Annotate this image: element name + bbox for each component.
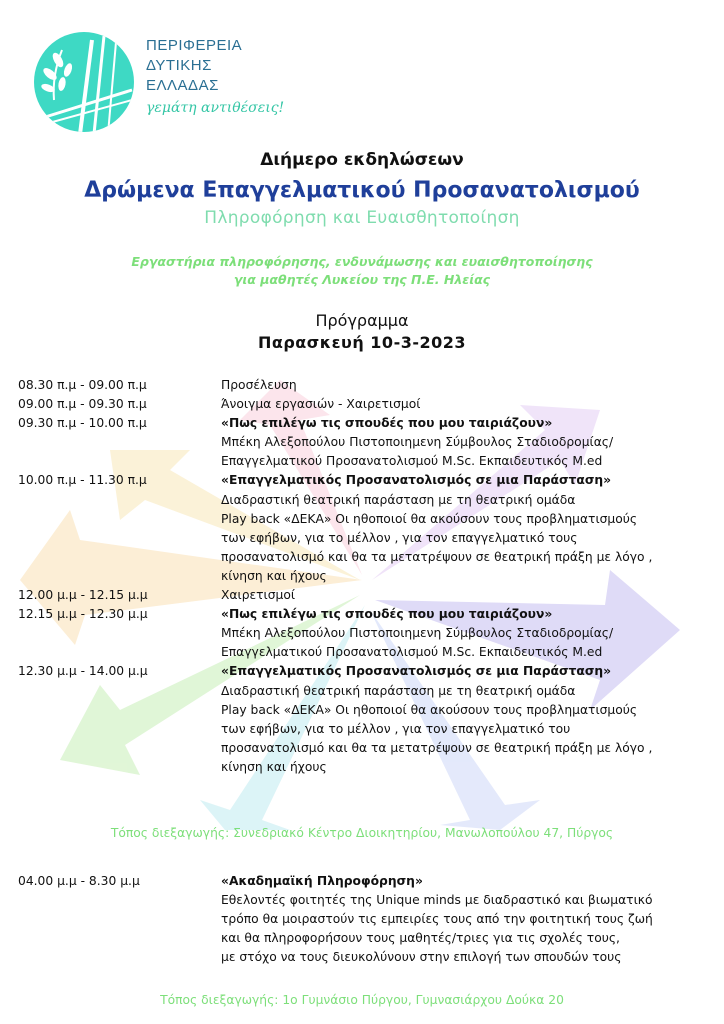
schedule-description [221, 414, 708, 471]
program-date: Παρασκευή 10-3-2023 [257, 333, 467, 352]
schedule-description [221, 376, 708, 395]
session-title: «Πως επιλέγω τις σπουδές που μου ταιριάζουν» [221, 416, 553, 431]
schedule-description [221, 605, 708, 662]
schedule-row [18, 471, 708, 586]
schedule-description [221, 395, 708, 414]
session-title: «Πως επιλέγω τις σπουδές που μου ταιριάζουν» [221, 607, 553, 622]
schedule-line: τρόπο θα μοιραστούν τις εμπειρίες τους από την φοιτητική τους ζωή [221, 912, 653, 927]
schedule-description [221, 471, 708, 586]
description-line: για μαθητές Λυκείου της Π.Ε. Ηλείας [233, 272, 491, 287]
event-subtitle: Πληροφόρηση και Ευαισθητοποίηση [204, 208, 520, 228]
brand-line: ΔΥΤΙΚΗΣ [146, 57, 212, 74]
schedule-list-afternoon [18, 872, 708, 967]
brand-line: ΕΛΛΑΔΑΣ [146, 77, 219, 94]
program-heading: Πρόγραμμα [315, 311, 409, 330]
schedule-line: Μπέκη Αλεξοπούλου Πιστοποιημενη Σύμβουλος Σταδιοδρομίας/ [221, 626, 614, 641]
region-brand [146, 36, 284, 118]
schedule-row [18, 586, 708, 605]
schedule-line: των εφήβων, για το μέλλον , για τον επαγγελματικό του [221, 721, 571, 736]
venue-afternoon: Τόπος διεξαγωγής: 1ο Γυμνάσιο Πύργου, Γυμνασιάρχου Δούκα 20 [160, 993, 564, 1007]
schedule-line: κίνηση και ήχους [221, 568, 327, 583]
schedule-time: 08.30 π.μ - 09.00 π.μ [18, 378, 147, 392]
brand-slogan: γεμάτη αντιθέσεις! [146, 100, 285, 116]
schedule-line: κίνηση και ήχους [221, 759, 327, 774]
session-title: «Ακαδημαϊκή Πληροφόρηση» [221, 874, 423, 888]
schedule-line: Επαγγελματικού Προσανατολισμού M.Sc. Εκπαιδευτικός M.ed [221, 645, 603, 660]
schedule-row [18, 662, 708, 777]
schedule-line: προσανατολισμό και θα τα μετατρέψουν σε θεατρική πράξη με λόγο , [221, 549, 653, 564]
schedule-description [221, 872, 708, 967]
event-title: Δρώμενα Επαγγελματικού Προσανατολισμού [84, 178, 640, 203]
schedule-line: Επαγγελματικού Προσανατολισμού M.Sc. Εκπαιδευτικός M.ed [221, 454, 603, 469]
schedule-row [18, 376, 708, 395]
schedule-description [221, 586, 708, 605]
schedule-line: Χαιρετισμοί [221, 588, 296, 603]
description-line: Εργαστήρια πληροφόρησης, ενδυνάμωσης και ευαισθητοποίησης [131, 254, 593, 269]
schedule-line: Διαδραστική θεατρική παράσταση με τη θεατρική ομάδα [221, 492, 576, 507]
schedule-row [18, 414, 708, 471]
schedule-line: προσανατολισμό και θα τα μετατρέψουν σε θεατρική πράξη με λόγο , [221, 740, 653, 755]
schedule-time: 09.30 π.μ - 10.00 π.μ [18, 416, 147, 431]
schedule-line: με στόχο να τους διευκολύνουν στην επιλογή των σπουδών τους [221, 950, 622, 965]
schedule-line: Άνοιγμα εργασιών - Χαιρετισμοί [221, 397, 421, 412]
schedule-time: 04.00 μ.μ - 8.30 μ.μ [18, 874, 140, 888]
schedule-row [18, 395, 708, 414]
schedule-line: Play back «ΔΕΚΑ» Οι ηθοποιοί θα ακούσουν τους προβληματισμούς [221, 702, 638, 717]
schedule-line: Διαδραστική θεατρική παράσταση με τη θεατρική ομάδα [221, 683, 576, 698]
schedule-time: 12.00 μ.μ - 12.15 μ.μ [18, 588, 148, 603]
event-heading: Διήμερο εκδηλώσεων [260, 150, 464, 170]
schedule-line: Play back «ΔΕΚΑ» Οι ηθοποιοί θα ακούσουν τους προβληματισμούς [221, 511, 638, 526]
schedule-time: 10.00 π.μ - 11.30 π.μ [18, 473, 147, 488]
schedule-description [221, 662, 708, 777]
schedule-time: 09.00 π.μ - 09.30 π.μ [18, 397, 147, 412]
schedule-list [18, 376, 708, 777]
schedule-line: Προσέλευση [221, 378, 297, 392]
schedule-line: Εθελοντές φοιτητές της Unique minds με διαδραστικό και βιωματικό [221, 893, 653, 908]
schedule-line: και θα πληροφορήσουν τους μαθητές/τριες για τις σχολές τους, [221, 931, 620, 946]
event-description [0, 253, 724, 289]
schedule-time: 12.15 μ.μ - 12.30 μ.μ [18, 607, 148, 622]
schedule-row [18, 605, 708, 662]
schedule-line: των εφήβων, για το μέλλον , για τον επαγγελματικό τους [221, 530, 578, 545]
venue-morning: Τόπος διεξαγωγής: Συνεδριακό Κέντρο Διοικητηρίου, Μανωλοπούλου 47, Πύργος [110, 826, 614, 840]
schedule-row [18, 872, 708, 967]
session-title: «Επαγγελματικός Προσανατολισμός σε μια Παράσταση» [221, 473, 612, 488]
region-logo-icon [32, 30, 136, 134]
schedule-line: Μπέκη Αλεξοπούλου Πιστοποιημενη Σύμβουλος Σταδιοδρομίας/ [221, 435, 614, 450]
brand-line: ΠΕΡΙΦΕΡΕΙΑ [146, 37, 243, 54]
schedule-time: 12.30 μ.μ - 14.00 μ.μ [18, 664, 148, 679]
session-title: «Επαγγελματικός Προσανατολισμός σε μια Παράσταση» [221, 664, 612, 679]
